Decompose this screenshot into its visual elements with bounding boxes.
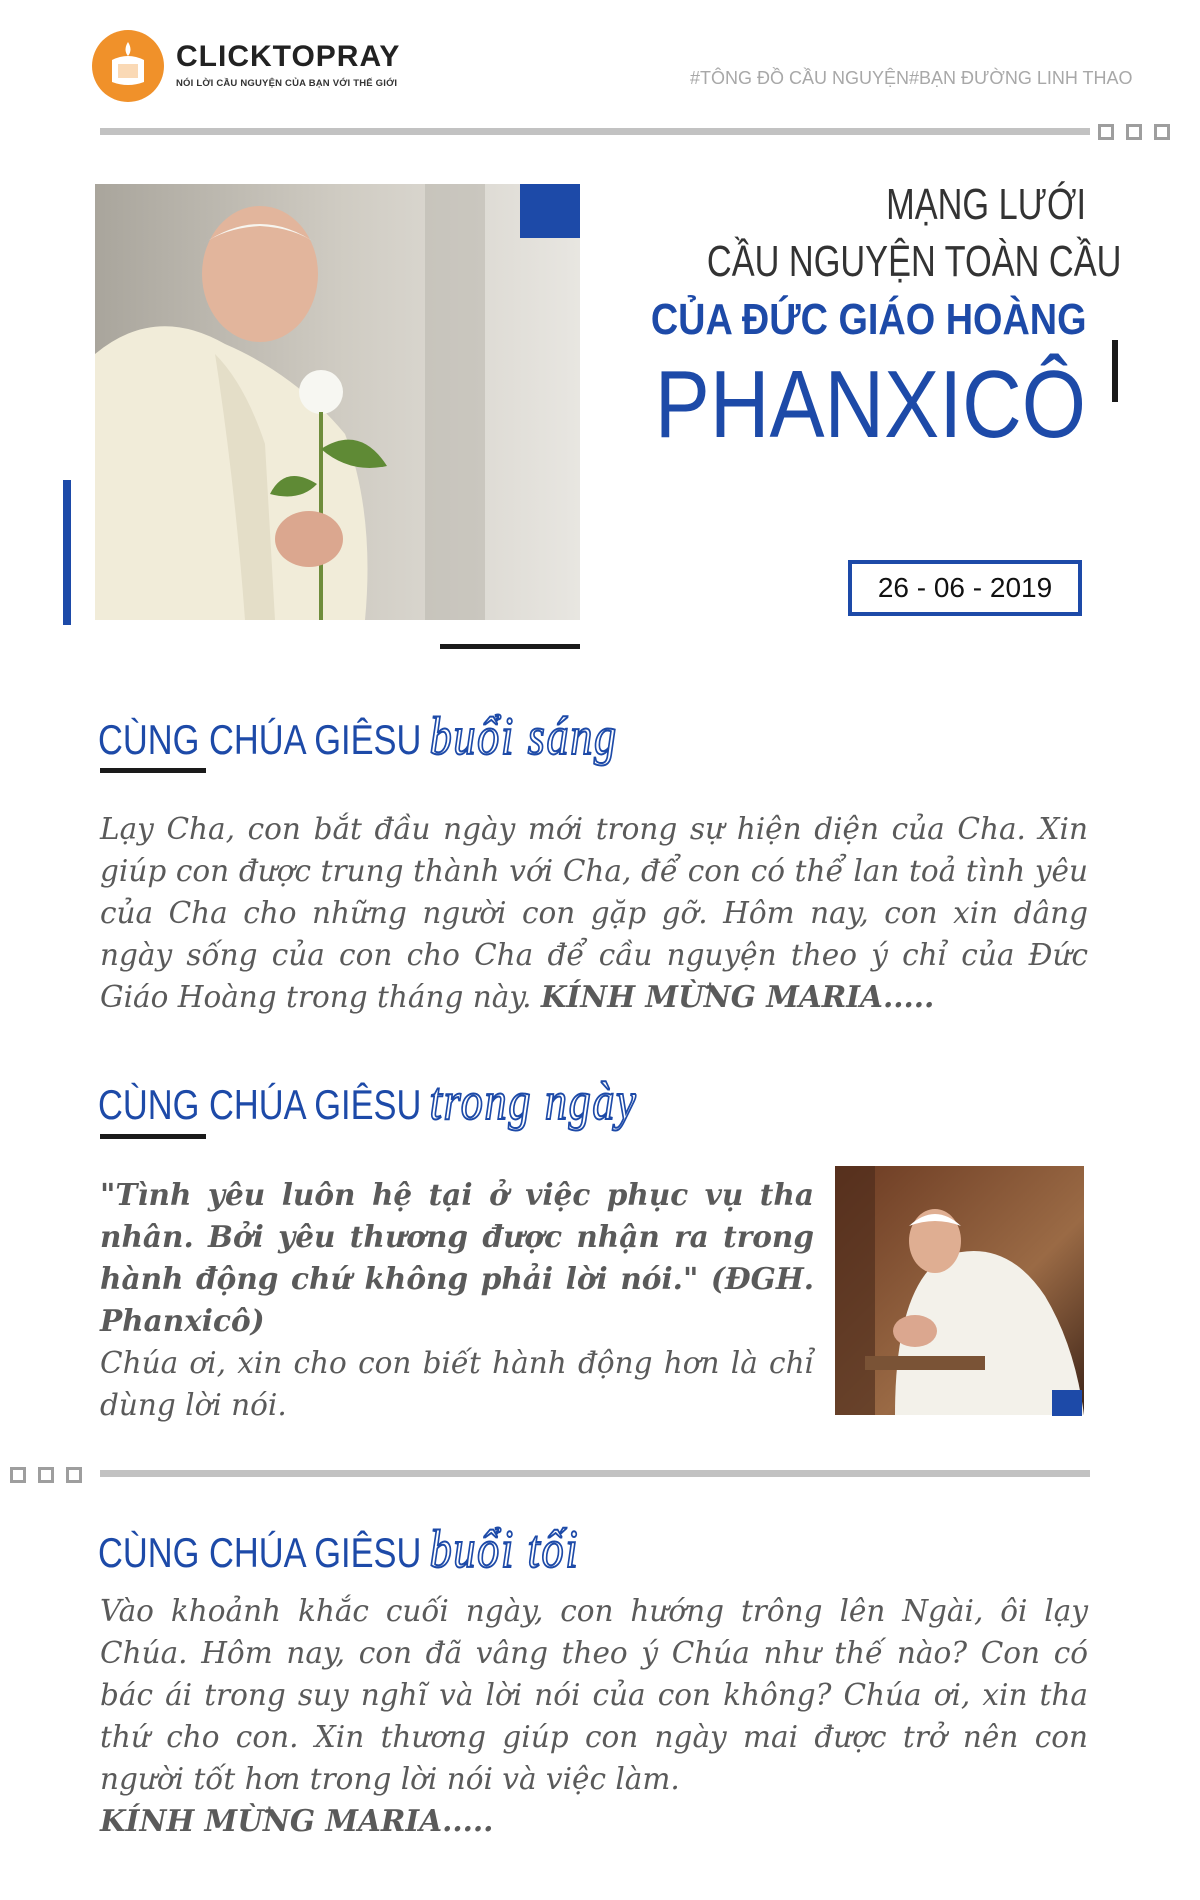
middle-divider xyxy=(100,1470,1090,1477)
hero-accent-square xyxy=(520,184,580,238)
hero-title-line-3: CỦA ĐỨC GIÁO HOÀNG xyxy=(650,295,1087,344)
hero-accent-bar-bottom xyxy=(440,644,580,649)
section-day-heading xyxy=(98,1070,637,1132)
section-morning-script: buổi sáng xyxy=(429,706,618,766)
photo-accent-square xyxy=(1052,1390,1082,1416)
hashtag-1[interactable]: #TÔNG ĐỒ CẦU NGUYỆN xyxy=(690,68,910,88)
section-evening-heading xyxy=(98,1518,579,1580)
section-day-quote: "Tình yêu luôn hệ tại ở việc phục vụ tha nhân. Bởi yêu thương được nhận ra trong hành động chứ không phải lời nói." (ĐGH. Phanxicô) xyxy=(100,1177,814,1338)
top-divider xyxy=(100,128,1090,135)
section-day-underline xyxy=(100,1134,206,1139)
hero-accent-bar-left xyxy=(63,480,71,625)
section-day-prayer: Chúa ơi, xin cho con biết hành động hơn là chỉ dùng lời nói. xyxy=(100,1346,814,1422)
brand-name: CLICKTOPRAY xyxy=(176,40,401,73)
section-evening-script: buổi tối xyxy=(429,1519,580,1579)
hero-title-line-4: PHANXICÔ xyxy=(654,351,1086,458)
section-evening-heading-text: CÙNG CHÚA GIÊSU xyxy=(98,1529,422,1576)
brand-tagline: NÓI LỜI CẦU NGUYỆN CỦA BẠN VỚI THẾ GIỚI xyxy=(176,78,398,89)
date-badge: 26 - 06 - 2019 xyxy=(848,560,1082,616)
section-morning-heading-text: CÙNG CHÚA GIÊSU xyxy=(98,716,422,763)
section-day-heading-text: CÙNG CHÚA GIÊSU xyxy=(98,1081,422,1128)
section-evening-prayer: Vào khoảnh khắc cuối ngày, con hướng trông lên Ngài, ôi lạy Chúa. Hôm nay, con đã vâng theo ý Chúa như thế nào? Con có bác ái trong suy nghĩ và lời nói của con không? Chúa ơi, xin tha thứ cho con. Xin thương giúp con ngày mai được trở nên con người tốt hơn trong lời nói và việc làm. xyxy=(100,1594,1088,1796)
hashtag-list xyxy=(690,68,1133,89)
top-divider-squares xyxy=(1098,124,1170,140)
hero-title-line-2: CẦU NGUYỆN TOÀN CẦU xyxy=(706,237,1122,286)
section-morning-body xyxy=(100,808,1088,1018)
hero-title-line-1: MẠNG LƯỚI xyxy=(886,180,1086,229)
section-morning-heading xyxy=(98,705,618,767)
section-day-body xyxy=(100,1174,814,1426)
section-morning-closing: KÍNH MỪNG MARIA..... xyxy=(540,979,935,1014)
hero-accent-bar-right xyxy=(1112,340,1118,402)
section-morning-prayer: Lạy Cha, con bắt đầu ngày mới trong sự hiện diện của Cha. Xin giúp con được trung thành với Cha, để con có thể lan toả tình yêu của Cha cho những người con gặp gỡ. Hôm nay, con xin dâng ngày sống của con cho Cha để cầu nguyện theo ý chỉ của Đức Giáo Hoàng trong tháng này. xyxy=(100,812,1088,1014)
section-day-script: trong ngày xyxy=(429,1071,638,1131)
clicktopray-logo-icon xyxy=(92,30,164,102)
middle-divider-squares xyxy=(10,1467,82,1483)
section-evening-body xyxy=(100,1590,1088,1842)
section-evening-closing: KÍNH MỪNG MARIA..... xyxy=(100,1803,494,1838)
section-morning-underline xyxy=(100,768,206,773)
hero-photo-pope-with-rose xyxy=(95,184,580,620)
photo-pope-praying xyxy=(835,1166,1084,1415)
hashtag-2[interactable]: #BẠN ĐƯỜNG LINH THAO xyxy=(909,68,1133,88)
